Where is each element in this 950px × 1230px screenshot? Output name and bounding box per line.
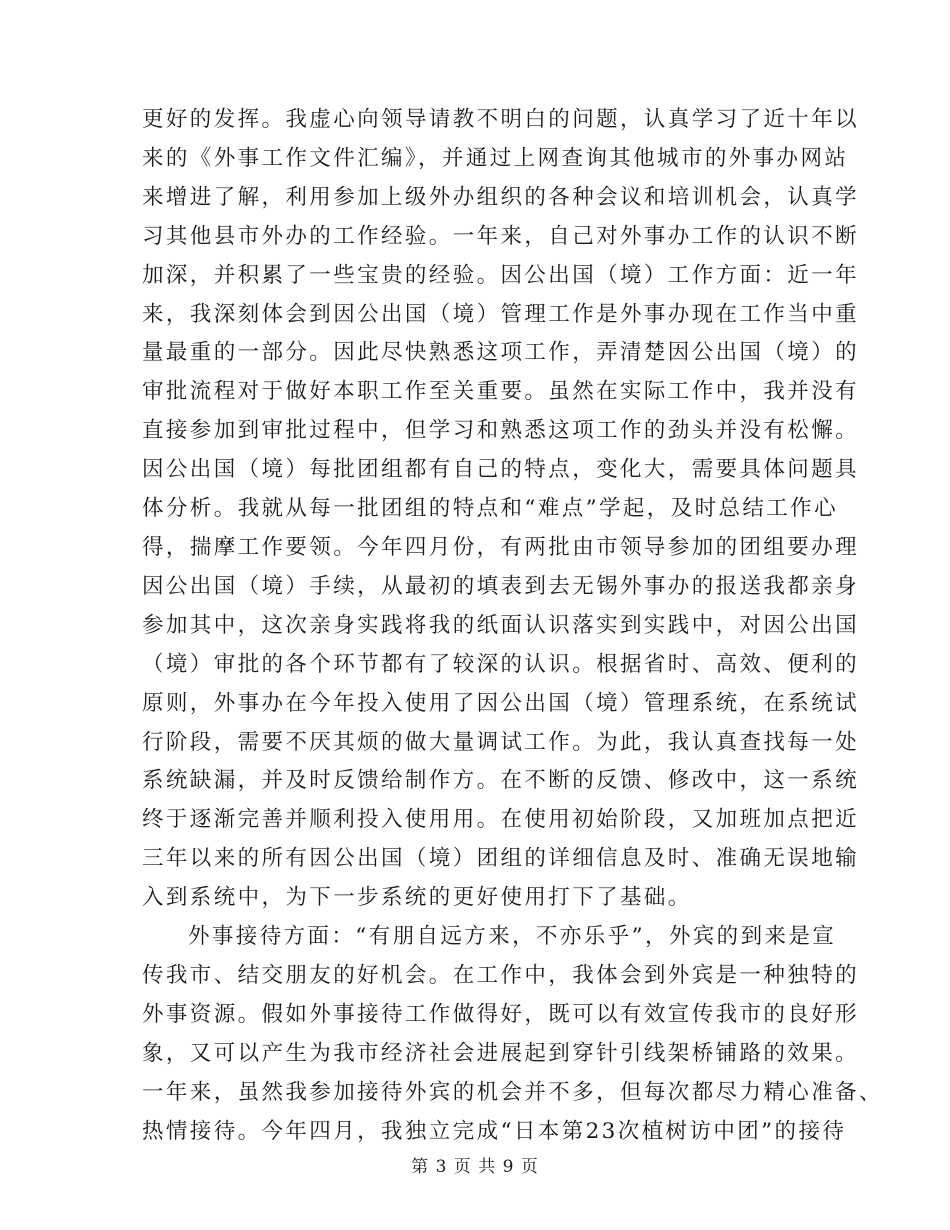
text-line: 审批流程对于做好本职工作至关重要。虽然在实际工作中，我并没有 xyxy=(142,379,860,405)
text-line: 外事资源。假如外事接待工作做得好，既可以有效宣传我市的良好形 xyxy=(142,1001,860,1027)
text-line: 体分析。我就从每一批团组的特点和“难点”学起，及时总结工作心 xyxy=(142,496,838,522)
text-line: 原则，外事办在今年投入使用了因公出国（境）管理系统，在系统试 xyxy=(142,690,860,716)
text-line: 量最重的一部分。因此尽快熟悉这项工作，弄清楚因公出国（境）的 xyxy=(142,340,860,366)
text-line: 终于逐渐完善并顺利投入使用用。在使用初始阶段，又加班加点把近 xyxy=(142,807,860,833)
text-line: 三年以来的所有因公出国（境）团组的详细信息及时、准确无误地输 xyxy=(142,846,860,872)
text-line: 参加其中，这次亲身实践将我的纸面认识落实到实践中，对因公出国 xyxy=(142,612,860,638)
body-text xyxy=(142,101,883,1151)
page-number: 第 3 页 共 9 页 xyxy=(411,1157,539,1177)
text-line: 直接参加到审批过程中，但学习和熟悉这项工作的劲头并没有松懈。 xyxy=(142,418,860,444)
text-line: 一年来，虽然我参加接待外宾的机会并不多，但每次都尽力精心准备、 xyxy=(142,1079,883,1105)
text-line: 行阶段，需要不厌其烦的做大量调试工作。为此，我认真查找每一处 xyxy=(142,729,860,755)
text-line: 加深，并积累了一些宝贵的经验。因公出国（境）工作方面：近一年 xyxy=(142,262,860,288)
text-line: 系统缺漏，并及时反馈给制作方。在不断的反馈、修改中，这一系统 xyxy=(142,768,860,794)
text-line: 习其他县市外办的工作经验。一年来，自己对外事办工作的认识不断 xyxy=(142,223,860,249)
text-line: 象，又可以产生为我市经济社会进展起到穿针引线架桥铺路的效果。 xyxy=(142,1040,860,1066)
text-line: （境）审批的各个环节都有了较深的认识。根据省时、高效、便利的 xyxy=(142,651,860,677)
text-line: 得，揣摩工作要领。今年四月份，有两批由市领导参加的团组要办理 xyxy=(142,534,860,560)
text-line: 更好的发挥。我虚心向领导请教不明白的问题，认真学习了近十年以 xyxy=(142,107,860,132)
text-line: 因公出国（境）手续，从最初的填表到去无锡外事办的报送我都亲身 xyxy=(142,573,860,599)
text-line: 来的《外事工作文件汇编》，并通过上网查询其他城市的外事办网站 xyxy=(142,145,849,171)
text-line: 因公出国（境）每批团组都有自己的特点，变化大，需要具体问题具 xyxy=(142,457,860,483)
text-line: 来增进了解，利用参加上级外办组织的各种会议和培训机会，认真学 xyxy=(142,184,860,210)
text-line: 传我市、结交朋友的好机会。在工作中，我体会到外宾是一种独特的 xyxy=(142,962,860,988)
text-line-paragraph-start: 外事接待方面：“有朋自远方来，不亦乐乎”，外宾的到来是宣 xyxy=(188,924,837,950)
text-line: 热情接待。今年四月，我独立完成“日本第23次植树访中团”的接待 xyxy=(142,1118,847,1144)
text-line: 来，我深刻体会到因公出国（境）管理工作是外事办现在工作当中重 xyxy=(142,301,860,327)
page-footer xyxy=(0,1152,950,1177)
text-line: 入到系统中，为下一步系统的更好使用打下了基础。 xyxy=(142,885,692,911)
